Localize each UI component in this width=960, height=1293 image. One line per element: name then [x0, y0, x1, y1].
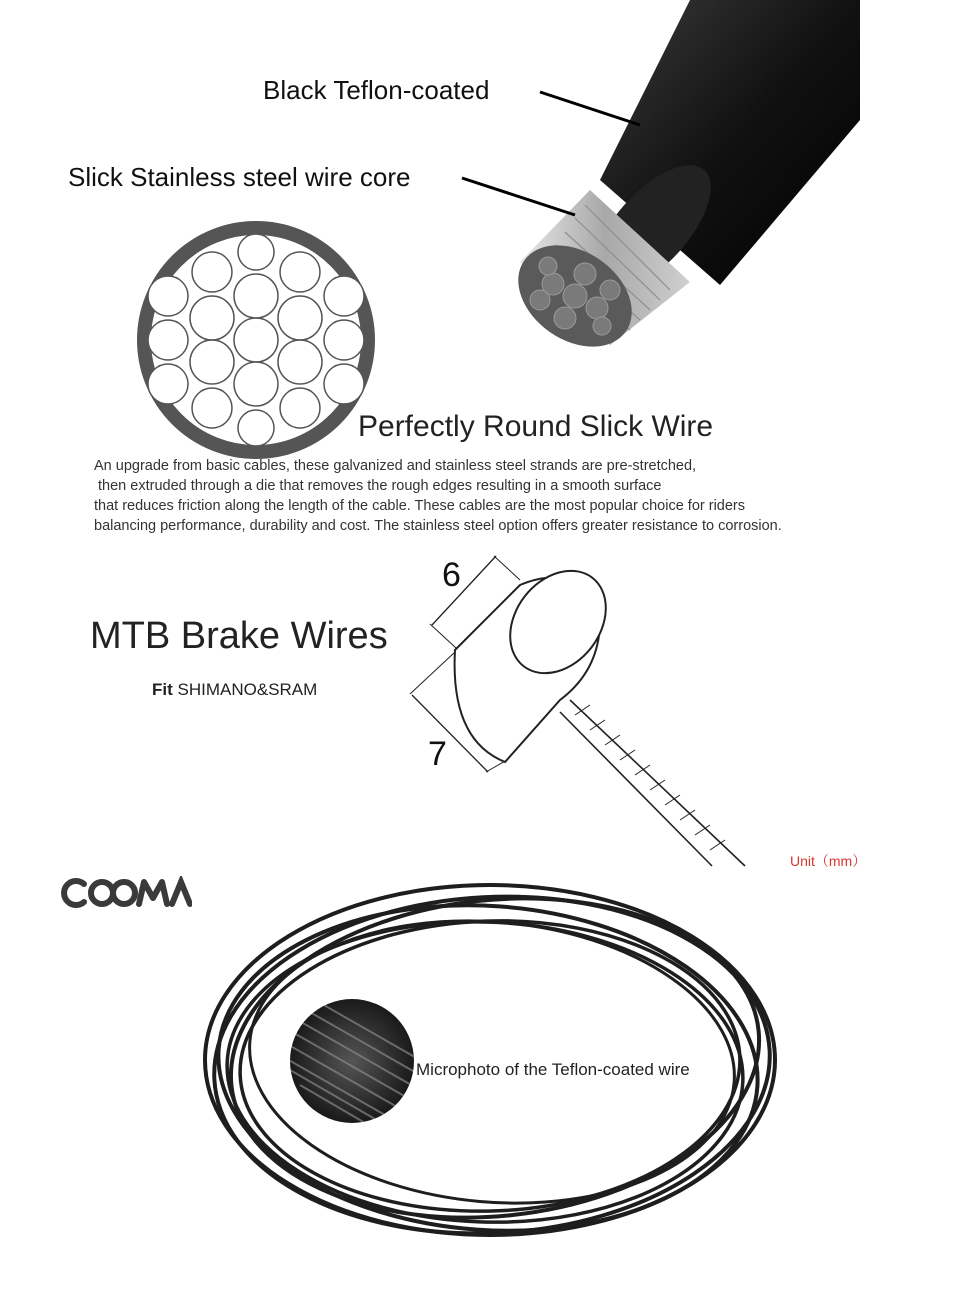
fit-prefix: Fit: [152, 680, 173, 699]
teflon-pointer-line: [540, 92, 640, 125]
round-wire-title: Perfectly Round Slick Wire: [358, 410, 714, 443]
teflon-label: Black Teflon-coated: [263, 75, 490, 105]
cooma-logo: [60, 876, 192, 908]
dimension-top: 6: [442, 556, 461, 594]
microphoto-circle: [280, 980, 420, 1155]
description-line: balancing performance, durability and cost. The stainless steel option offers greater resistance to corrosion.: [94, 518, 782, 534]
microphoto-label: Microphoto of the Teflon-coated wire: [416, 1060, 690, 1079]
dimension-bottom: 7: [428, 735, 447, 773]
unit-label: Unit（mm）: [790, 853, 867, 869]
fit-line: [152, 680, 317, 700]
fit-brands: SHIMANO&SRAM: [177, 680, 318, 699]
description-line: that reduces friction along the length of the cable. These cables are the most popular choice for riders: [94, 498, 745, 514]
round-wire-description: [94, 456, 894, 536]
round-wire-diagram: [144, 228, 368, 452]
mtb-brake-title: MTB Brake Wires: [90, 615, 388, 657]
core-label: Slick Stainless steel wire core: [68, 162, 411, 192]
description-line: then extruded through a die that removes the rough edges resulting in a smooth surface: [94, 478, 662, 494]
cable-cutaway-illustration: [499, 0, 860, 368]
brake-cap-diagram: [410, 552, 745, 866]
description-line: An upgrade from basic cables, these galvanized and stainless steel strands are pre-stretched,: [94, 458, 697, 474]
core-pointer-line: [462, 178, 575, 215]
